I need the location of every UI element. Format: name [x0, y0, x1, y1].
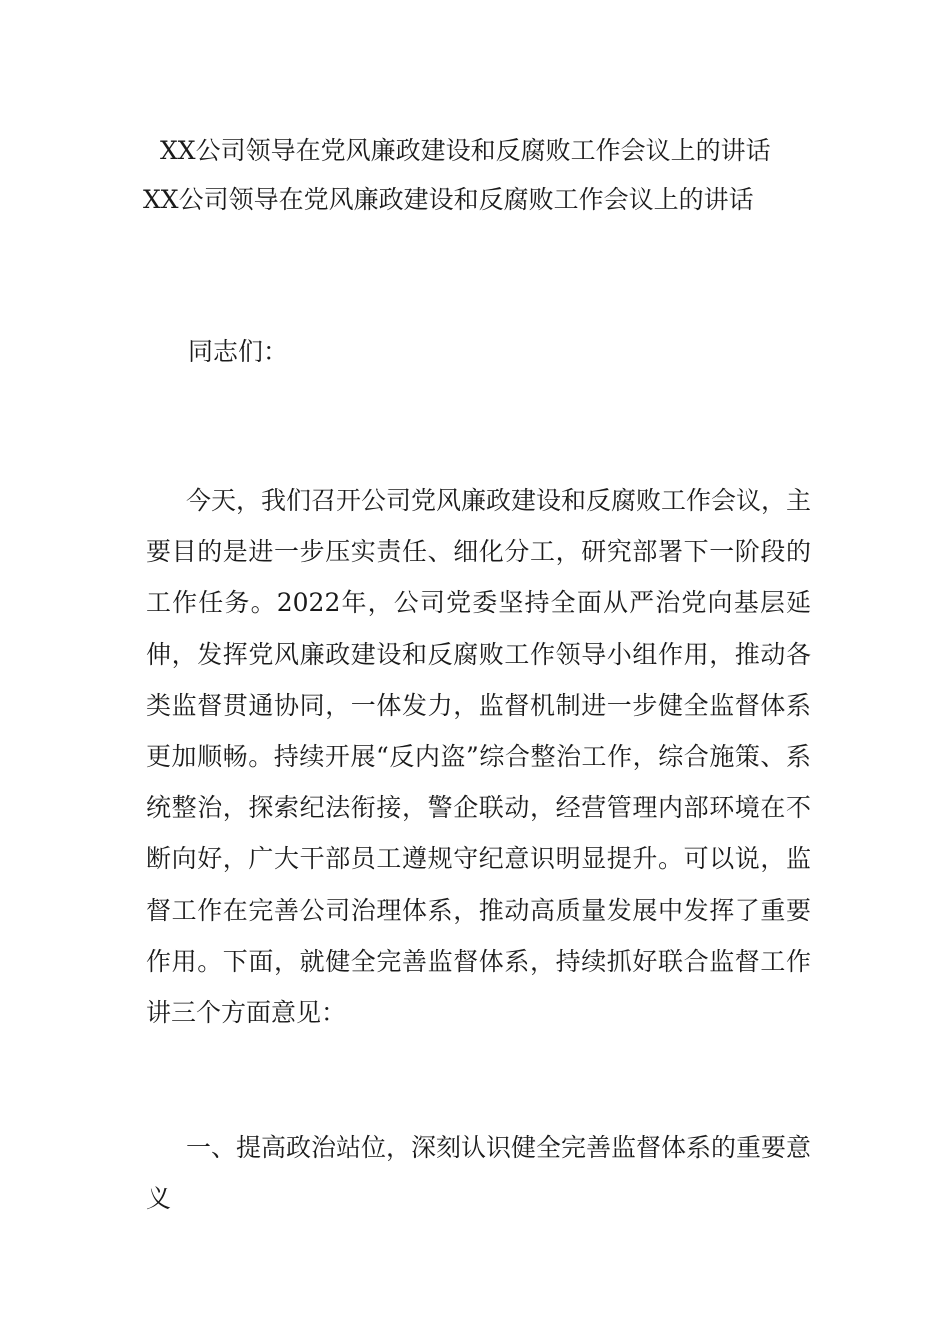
- document-title-line-1: XX公司领导在党风廉政建设和反腐败工作会议上的讲话: [160, 136, 771, 165]
- body-paragraph: 今天，我们召开公司党风廉政建设和反腐败工作会议，主要目的是进一步压实责任、细化分工，研究部署下一阶段的工作任务。2022年，公司党委坚持全面从严治党向基层延伸，发挥党风廉政建设和反腐败工作领导小组作用，推动各类监督贯通协同，一体发力，监督机制进一步健全监督体系更加顺畅。持续开展“反内盗”综合整治工作，综合施策、系统整治，探索纪法衔接，警企联动，经营管理内部环境在不断向好，广大干部员工遵规守纪意识明显提升。可以说，监督工作在完善公司治理体系，推动高质量发展中发挥了重要作用。下面，就健全完善监督体系，持续抓好联合监督工作讲三个方面意见：: [146, 486, 812, 1028]
- salutation: 同志们：: [188, 337, 289, 366]
- document-title-line-2: XX公司领导在党风廉政建设和反腐败工作会议上的讲话: [143, 185, 754, 214]
- section-heading: 一、提高政治站位，深刻认识健全完善监督体系的重要意义: [146, 1133, 812, 1214]
